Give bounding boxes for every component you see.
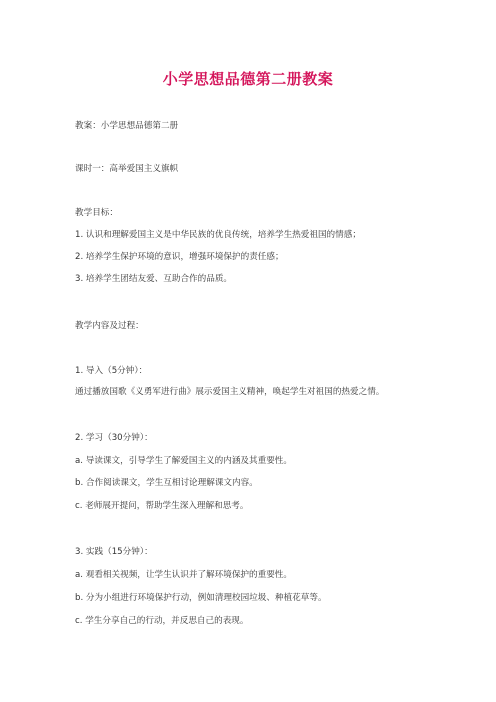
document-title: 小学思想品德第二册教案 [162, 70, 334, 88]
lesson-one-heading: 课时一：高举爱国主义旗帜 [75, 164, 179, 174]
lesson-plan-heading: 教案：小学思想品德第二册 [75, 121, 179, 131]
step-text: b. 合作阅读课文，学生互相讨论理解课文内容。 [75, 478, 258, 488]
content-heading: 教学内容及过程： [75, 321, 144, 331]
step-text: a. 观看相关视频，让学生认识并了解环境保护的重要性。 [75, 570, 292, 580]
step-heading: 3. 实践（15分钟）： [75, 547, 153, 557]
objective-item: 3. 培养学生团结友爱、互助合作的品质。 [75, 274, 233, 284]
objective-item: 2. 培养学生保护环境的意识，增强环境保护的责任感； [75, 252, 284, 262]
step-text: c. 学生分享自己的行动，并反思自己的表现。 [75, 616, 249, 626]
step-text: a. 导读课文，引导学生了解爱国主义的内涵及其重要性。 [75, 456, 292, 466]
step-heading: 2. 学习（30分钟）： [75, 433, 153, 443]
step-heading: 1. 导入（5分钟）： [75, 366, 148, 376]
step-text: c. 老师展开提问，帮助学生深入理解和思考。 [75, 501, 249, 511]
objectives-heading: 教学目标： [75, 208, 118, 218]
objective-item: 1. 认识和理解爱国主义是中华民族的优良传统，培养学生热爱祖国的情感； [75, 230, 361, 240]
step-text: b. 分为小组进行环境保护行动，例如清理校园垃圾、种植花草等。 [75, 593, 327, 603]
step-text: 通过播放国歌《义勇军进行曲》展示爱国主义精神，唤起学生对祖国的热爱之情。 [75, 387, 385, 397]
